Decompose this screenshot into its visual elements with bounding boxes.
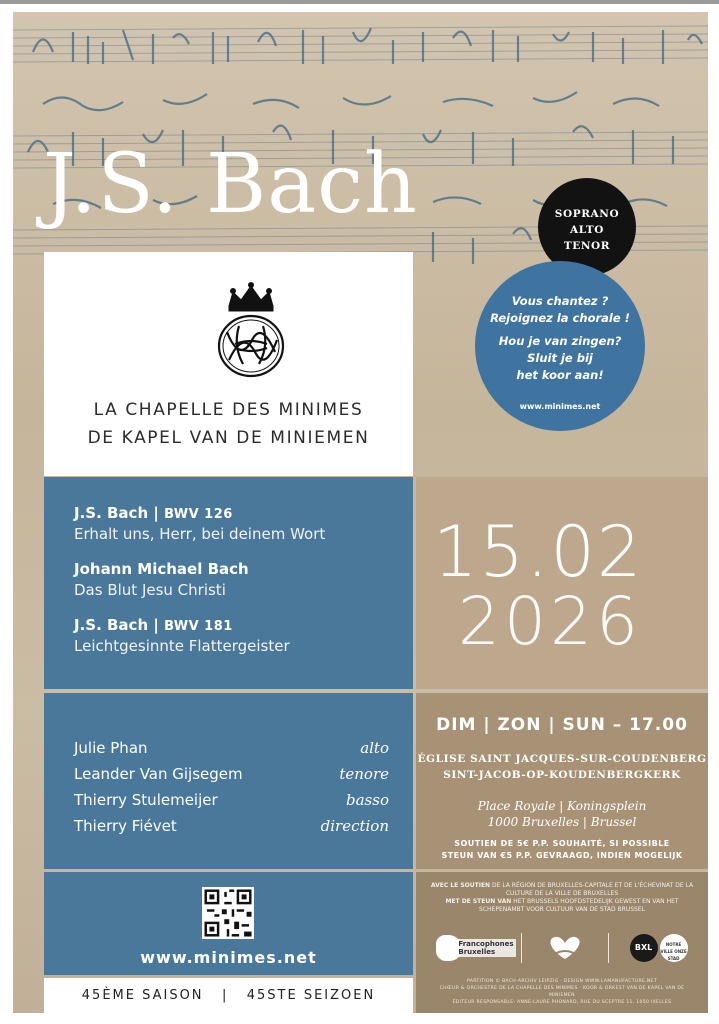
price-fr: SOUTIEN DE 5€ P.P. SOUHAITÉ, SI POSSIBLE [454,839,670,848]
support-label-fr: AVEC LE SOUTIEN [430,882,491,889]
cast-role: alto [360,739,389,757]
work-title: Erhalt uns, Herr, bei deinem Wort [74,525,326,543]
qr-panel [44,872,413,975]
cast-role: tenore [339,765,389,783]
support-text [426,882,698,914]
badge-nl-line-1: Hou je van zingen? [498,334,622,348]
cast-list [74,739,389,843]
concert-date: 15.02 [433,511,644,593]
concert-time: DIM | ZON | SUN – 17.00 [436,715,688,735]
qr-code-icon[interactable] [202,887,254,939]
bxl-logo [630,934,688,962]
concert-year: 2026 [458,583,642,660]
work-composer: J.S. Bach | [74,504,165,522]
work-title: Das Blut Jesu Christi [74,581,226,599]
cast-role: basso [346,791,389,809]
logo-separator [521,933,522,963]
support-text-nl: HET BRUSSELS HOOFDSTEDELIJK GEWEST EN VAN HET SCHEPENAMBT VOOR CULTUUR VAN DE STAD BRUSSEL [479,898,679,913]
cast-row [74,791,389,817]
cast-name: Thierry Stulemeijer [74,791,218,809]
cast-row [74,817,389,843]
cast-row [74,765,389,791]
work-bwv: BWV 126 [164,507,233,522]
work-3 [74,615,290,655]
bxl-label: BXL [630,934,658,962]
voice-soprano: SOPRANO [554,208,620,220]
venue-name-nl: SINT-JACOB-OP-KOUDENBERGKERK [443,769,681,781]
heart-logo-icon [543,933,587,963]
price-nl: STEUN VAN €5 P.P. GEVRAAGD, INDIEN MOGELIJK [441,851,683,860]
season-separator: | [221,988,229,1003]
venue-name-fr: ÉGLISE SAINT JACQUES-SUR-COUDENBERG [417,753,707,765]
logo-separator [608,933,609,963]
francophones-label: Francophones Bruxelles [458,940,514,956]
badge-fr-line-1: Vous chantez ? [511,294,609,308]
credits-line-3: ÉDITEUR RESPONSABLE: ANNE-LAURE PHONARD, RUE DU SCEPTRE 11, 1050 IXELLES [452,1000,672,1005]
concert-poster [13,12,708,1013]
top-border [0,0,719,4]
cast-panel [44,693,413,869]
francophones-bruxelles-logo [436,933,514,963]
work-2 [74,559,249,599]
credits-line-1: PARTITION © BACH-ARCHIV LEIPZIG · DESIGN WWW.LAMANUFACTURE.NET [467,979,657,984]
work-bwv: BWV 181 [164,619,233,634]
season-fr: 45ÈME SAISON [81,988,204,1003]
program-panel [44,477,413,689]
cast-name: Julie Phan [74,739,148,757]
chapelle-name-fr: LA CHAPELLE DES MINIMES [93,400,364,420]
bxl-subtitle: NOTRE VILLE ONZE STAD [660,934,688,962]
chapelle-name-nl: DE KAPEL VAN DE MINIEMEN [87,428,370,448]
support-text-fr: DE LA RÉGION DE BRUXELLES-CAPITALE ET DE L'ÉCHEVINAT DE LA CULTURE DE LA VILLE DE BRUXELLES [490,882,694,897]
bach-monogram-crest-icon [209,282,293,382]
work-composer: J.S. Bach | [74,616,165,634]
sponsors-panel [416,872,708,1013]
venue-address-2: 1000 Bruxelles | Brussel [487,815,637,829]
venue-address-1: Place Royale | Koningsplein [477,799,647,813]
support-label-nl: MET DE STEUN VAN [445,898,512,905]
credits-line-2: CHŒUR & ORCHESTRE DE LA CHAPELLE DES MINIMES · KOOR & ORKEST VAN DE KAPEL VAN DE MINIEMEN [439,986,685,998]
badge-fr-line-2: Rejoignez la chorale ! [490,311,630,325]
work-composer: Johann Michael Bach [74,560,249,578]
cast-row [74,739,389,765]
work-title: Leichtgesinnte Flattergeister [74,637,290,655]
badge-nl-line-2: Sluit je bij [527,351,593,365]
poster-title: J.S. Bach [43,137,418,232]
sponsor-logos [426,930,698,966]
organizer-panel [44,252,413,476]
season-nl: 45STE SEIZOEN [246,988,376,1003]
season-footer [44,978,413,1013]
work-1 [74,503,325,543]
join-choir-badge [475,261,645,431]
website-link[interactable]: www.minimes.net [140,948,317,967]
voice-alto: ALTO [569,224,605,236]
badge-website-link[interactable]: www.minimes.net [519,402,601,411]
venue-panel [416,693,708,869]
credits [426,978,698,1006]
cast-name: Thierry Fiévet [74,817,177,835]
date-panel [416,477,708,689]
badge-nl-line-3: het koor aan! [516,368,604,382]
voice-tenor: TENOR [563,240,611,252]
cast-name: Leander Van Gijsegem [74,765,243,783]
cast-role: direction [320,817,389,835]
